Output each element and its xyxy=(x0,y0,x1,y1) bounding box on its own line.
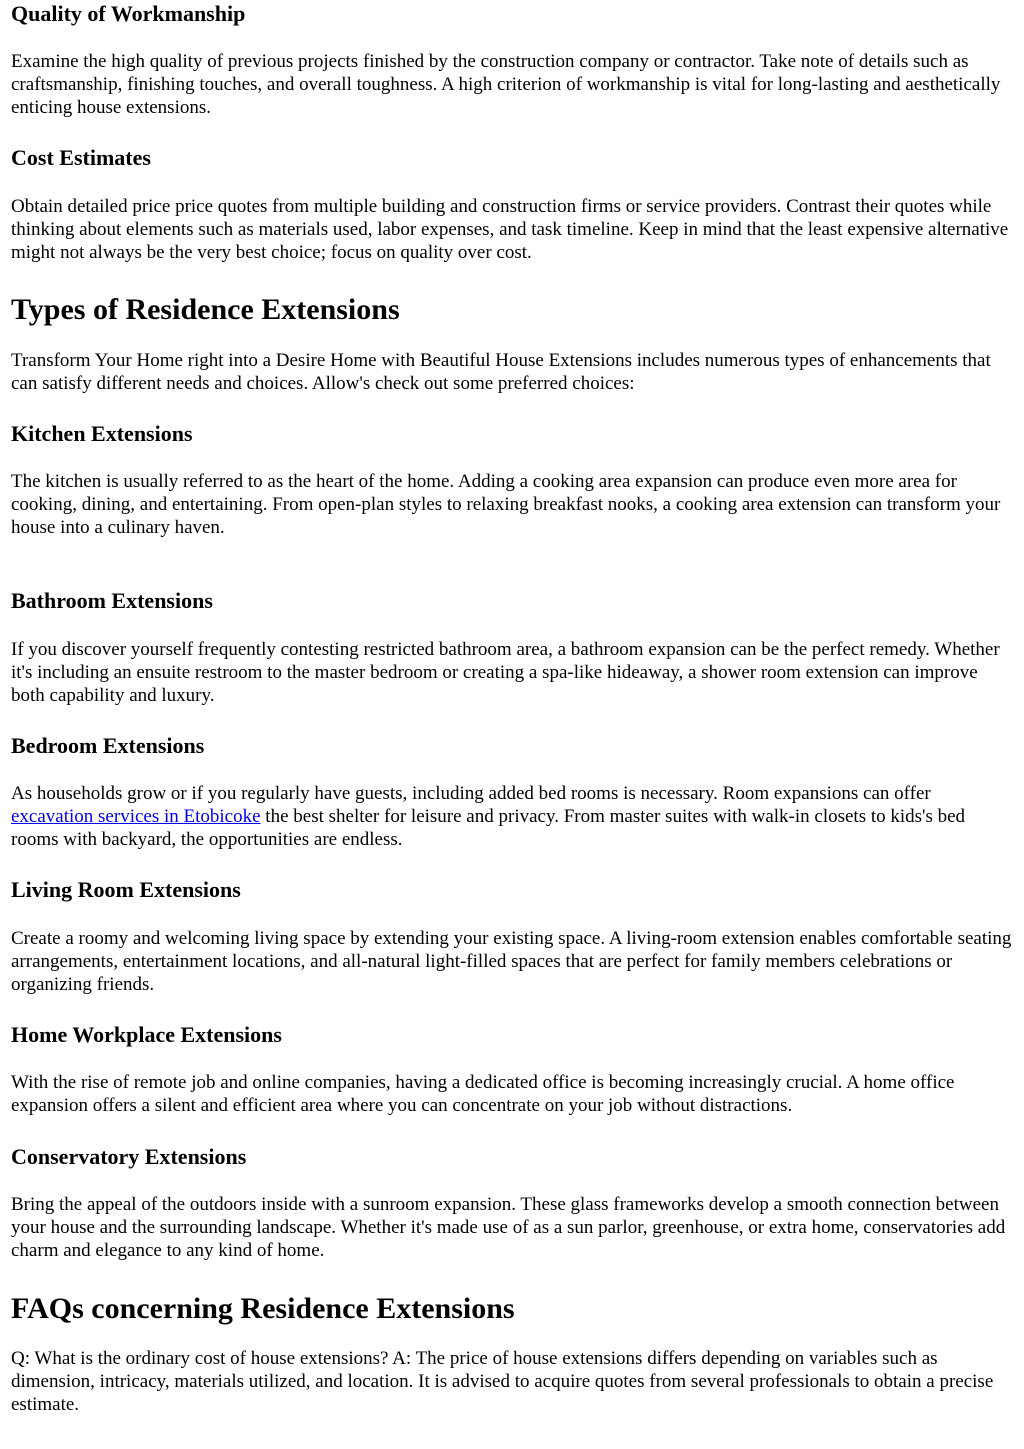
paragraph-bedroom-text-after: the best shelter for leisure and privacy. From master suites with walk-in closets to kids's bed rooms with backyard, the opportunities are endless. xyxy=(11,806,966,850)
paragraph-home-workplace-extensions: With the rise of remote job and online companies, having a dedicated office is becoming increasingly crucial. A home office expansion offers a silent and efficient area where you can concentrate on your job without distractions. xyxy=(11,1072,955,1116)
heading-home-workplace-extensions: Home Workplace Extensions xyxy=(11,1022,282,1047)
heading-cost-estimates: Cost Estimates xyxy=(11,145,151,170)
excavation-services-link[interactable]: excavation services in Etobicoke xyxy=(11,806,261,827)
heading-bedroom-extensions: Bedroom Extensions xyxy=(11,733,205,758)
paragraph-conservatory-extensions: Bring the appeal of the outdoors inside with a sunroom expansion. These glass frameworks develop a smooth connection between your house and the surrounding landscape. Whether it's made use of as a sun parlor, greenhouse, or extra home, conservatories add charm and elegance to any kind of home. xyxy=(11,1194,1006,1261)
paragraph-quality-of-workmanship: Examine the high quality of previous projects finished by the construction company or contractor. Take note of details such as craftsmanship, finishing touches, and overall toughness. A high criterion of workmanship is vital for long-lasting and aesthetically enticing house extensions. xyxy=(11,51,1001,118)
article xyxy=(0,1,1024,1416)
paragraph-bedroom-extensions xyxy=(11,782,1014,851)
paragraph-cost-estimates: Obtain detailed price price quotes from multiple building and construction firms or service providers. Contrast their quotes while thinking about elements such as materials used, labor expenses, and task timeline. Keep in mind that the least expensive alternative might not always be the very best choice; focus on quality over cost. xyxy=(11,196,1009,263)
paragraph-types-of-residence-extensions: Transform Your Home right into a Desire Home with Beautiful House Extensions includes numerous types of enhancements that can satisfy different needs and choices. Allow's check out some preferred choices: xyxy=(11,350,991,394)
heading-types-of-residence-extensions: Types of Residence Extensions xyxy=(11,293,400,326)
paragraph-kitchen-extensions: The kitchen is usually referred to as the heart of the home. Adding a cooking area expansion can produce even more area for cooking, dining, and entertaining. From open-plan styles to relaxing breakfast nooks, a cooking area extension can transform your house into a culinary haven. xyxy=(11,471,1001,538)
paragraph-bedroom-text-before: As households grow or if you regularly have guests, including added bed rooms is necessary. Room expansions can offer xyxy=(11,783,931,804)
heading-conservatory-extensions: Conservatory Extensions xyxy=(11,1144,247,1169)
heading-bathroom-extensions: Bathroom Extensions xyxy=(11,588,213,613)
paragraph-bathroom-extensions: If you discover yourself frequently contesting restricted bathroom area, a bathroom expansion can be the perfect remedy. Whether it's including an ensuite restroom to the master bedroom or creating a spa-like hideaway, a shower room extension can improve both capability and luxury. xyxy=(11,639,1000,706)
paragraph-faqs: Q: What is the ordinary cost of house extensions? A: The price of house extensions differs depending on variables such as dimension, intricacy, materials utilized, and location. It is advised to acquire quotes from several professionals to obtain a precise estimate. xyxy=(11,1348,994,1415)
heading-quality-of-workmanship: Quality of Workmanship xyxy=(11,1,246,26)
paragraph-living-room-extensions: Create a roomy and welcoming living space by extending your existing space. A living-room extension enables comfortable seating arrangements, entertainment locations, and all-natural light-filled spaces that are perfect for family members celebrations or organizing friends. xyxy=(11,928,1012,995)
heading-living-room-extensions: Living Room Extensions xyxy=(11,877,241,902)
heading-faqs-concerning-residence-extensions: FAQs concerning Residence Extensions xyxy=(11,1292,515,1325)
heading-kitchen-extensions: Kitchen Extensions xyxy=(11,421,193,446)
